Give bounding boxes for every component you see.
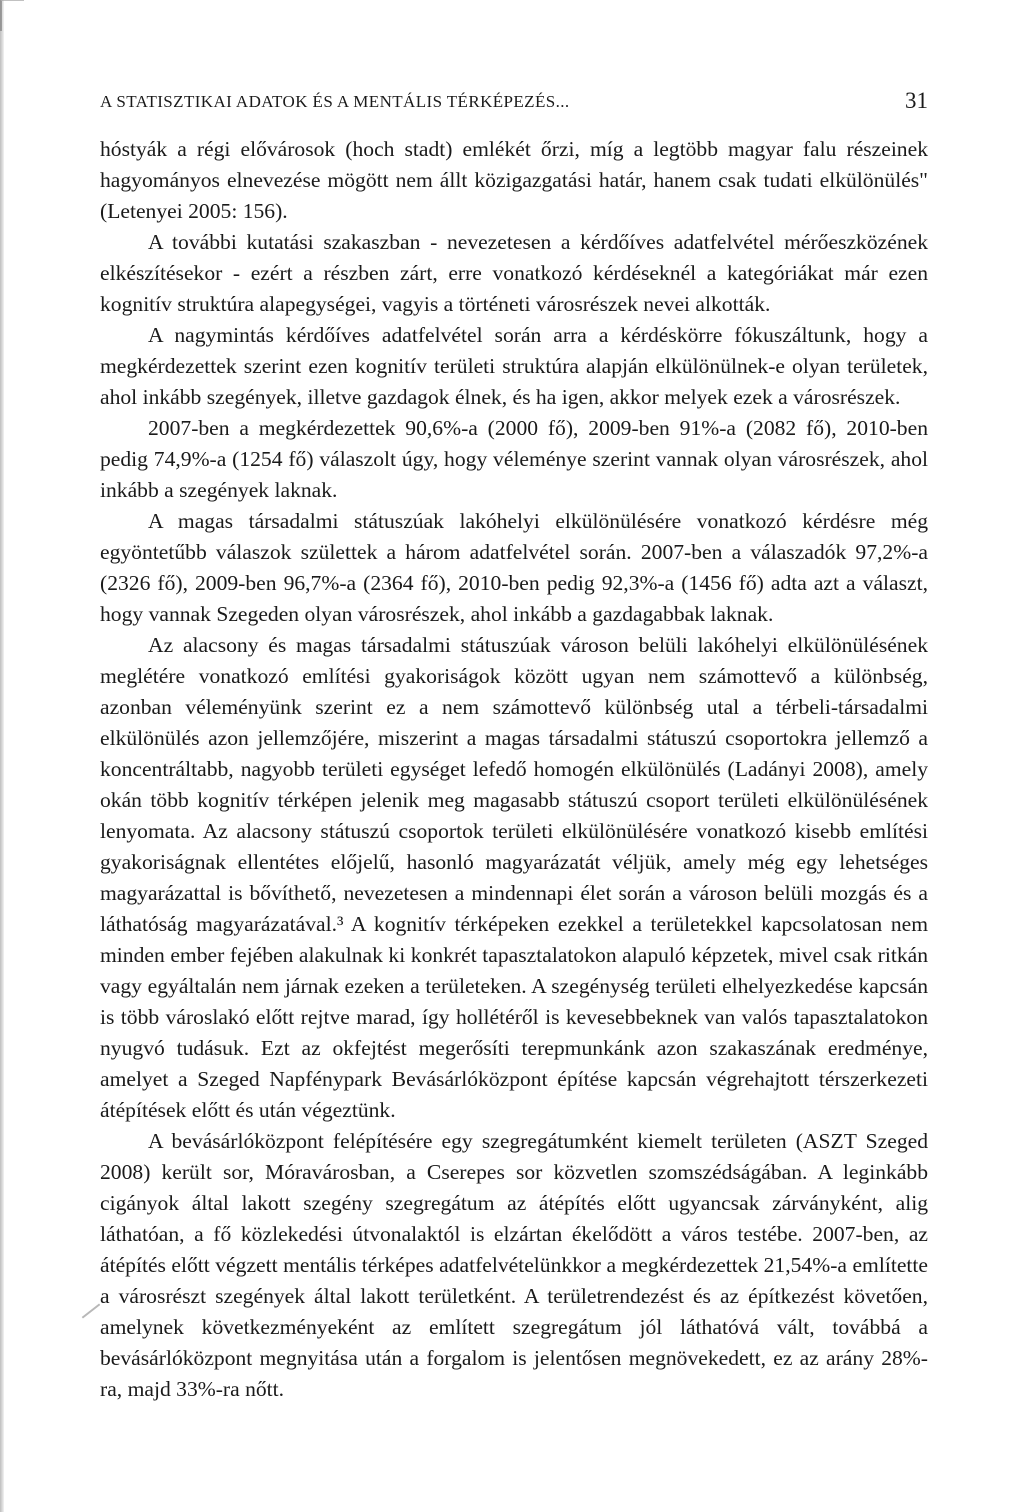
stray-pencil-mark: [82, 1303, 101, 1318]
paragraph: Az alacsony és magas társadalmi státuszúak városon belüli lakóhelyi elkülönülésének meglétére vonatkozó említési gyakoriságok között ugyan nem számottevő a különbség, azonban véleményünk szerint ez a nem számottevő különbség utal a térbeli-társadalmi elkülönülés azon jellemzőjére, miszerint a magas társadalmi státuszú csoportokra jellemző a koncentráltabb, nagyobb területi egységet lefedő homogén elkülönülés (Ladányi 2008), amely okán több kognitív térképen jelenik meg magasabb státuszú csoport területi elkülönülésének lenyomata. Az alacsony státuszú csoportok területi elkülönülésére vonatkozó kisebb említési gyakoriságnak ellentétes előjelű, hasonló magyarázatát véljük, amely még egy lehetséges magyarázattal is bővíthető, nevezetesen a mindennapi élet során a városon belüli mozgás és a láthatóság magyarázatával.³ A kognitív térképeken ezekkel a területekkel kapcsolatosan nem minden ember fejében alakulnak ki konkrét tapasztalatokon alapuló képzetek, mivel csak ritkán vagy egyáltalán nem járnak ezeken a területeken. A szegénység területi elhelyezkedése kapcsán is több városlakó előtt rejtve marad, így hollétéről is kevesebbeknek van valós tapasztalatokon nyugvó tudásuk. Ezt az okfejtést megerősíti terepmunkánk azon szakaszának eredménye, amelyet a Szeged Napfénypark Bevásárlóközpont építése kapcsán végrehajtott térszerkezeti átépítések előtt és után végeztünk.: [100, 633, 928, 1122]
running-title: A STATISZTIKAI ADATOK ÉS A MENTÁLIS TÉRKÉPEZÉS...: [100, 92, 570, 111]
running-header: [100, 88, 928, 118]
paragraph: A magas társadalmi státuszúak lakóhelyi elkülönülésére vonatkozó kérdésre még egyöntetűbb válaszok születtek a három adatfelvétel során. 2007-ben a válaszadók 97,2%-a (2326 fő), 2009-ben 96,7%-a (2364 fő), 2010-ben pedig 92,3%-a (1456 fő) adta azt a választ, hogy vannak Szegeden olyan városrészek, ahol inkább a gazdagabbak laknak.: [100, 509, 928, 626]
paragraph: 2007-ben a megkérdezettek 90,6%-a (2000 fő), 2009-ben 91%-a (2082 fő), 2010-ben pedig 74,9%-a (1254 fő) válaszolt úgy, hogy véleménye szerint vannak olyan városrészek, ahol inkább a szegények laknak.: [100, 416, 928, 502]
paragraph-continued: hóstyák a régi elővárosok (hoch stadt) emlékét őrzi, míg a legtöbb magyar falu részeinek hagyományos elnevezése mögött nem állt közigazgatási határ, hanem csak tudati elkülönülés" (Letenyei 2005: 156).: [100, 137, 928, 223]
scan-corner-mark: [0, 0, 24, 31]
paragraph: A bevásárlóközpont felépítésére egy szegregátumként kiemelt területen (ASZT Szeged 2008) került sor, Móravárosban, a Cserepes sor közvetlen szomszédságában. A leginkább cigányok által lakott szegény szegregátum az átépítés előtt ugyancsak zárványként, alig láthatóan, a fő közlekedési útvonalaktól is elzártan ékelődött a város testébe. 2007-ben, az átépítés előtt végzett mentális térképes adatfelvételünkkor a megkérdezettek 21,54%-a említette a városrészt szegények által lakott területként. A területrendezést és az építkezést követően, amelynek következményeként az említett szegregátum jól láthatóvá vált, továbbá a bevásárlóközpont megnyitása után a forgalom is jelentősen megnövekedett, ez az arány 28%-ra, majd 33%-ra nőtt.: [100, 1129, 928, 1401]
body-text: [100, 134, 928, 1405]
page-number: 31: [905, 88, 928, 113]
paragraph: A további kutatási szakaszban - nevezetesen a kérdőíves adatfelvétel mérőeszközének elkészítésekor - ezért a részben zárt, erre vonatkozó kérdéseknél a kategóriákat már ezen kognitív struktúra alapegységei, vagyis a történeti városrészek nevei alkották.: [100, 230, 928, 316]
paragraph: A nagymintás kérdőíves adatfelvétel során arra a kérdéskörre fókuszáltunk, hogy a megkérdezettek szerint ezen kognitív területi struktúra alapján elkülönülnek-e olyan területek, ahol inkább szegények, illetve gazdagok élnek, és ha igen, akkor melyek ezek a városrészek.: [100, 323, 928, 409]
scan-edge-shadow: [0, 0, 4, 1512]
